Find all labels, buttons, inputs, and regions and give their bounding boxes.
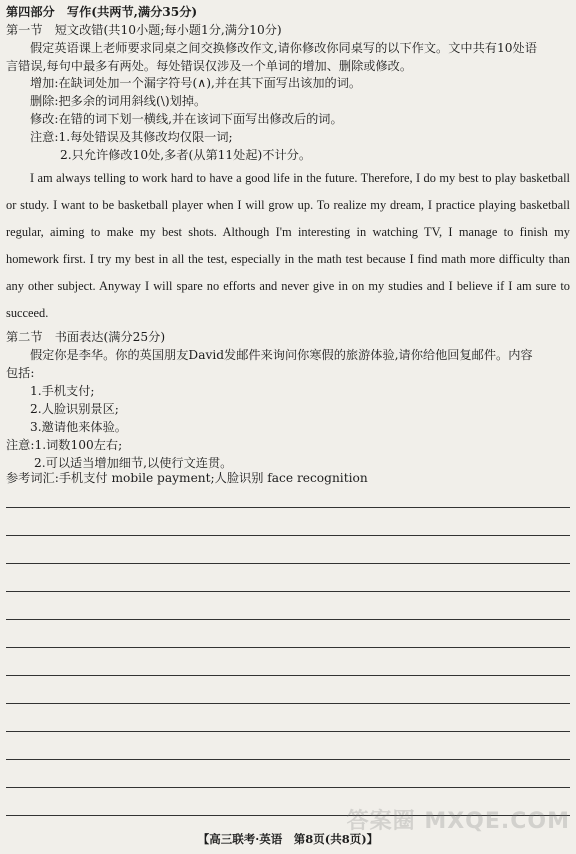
section1-title: 第一节 短文改错(共10小题;每小题1分,满分10分) (6, 23, 282, 37)
section2-title: 第二节 书面表达(满分25分) (6, 330, 166, 344)
essay-text: I am always telling to work hard to have a good life in the future. Therefore, I do my best to play basketball or study. I want to be basketball player when I will grow up. To realize my dream, I practice playing basketball regular, aiming to make my best shots. Although I'm interesting in watching TV, I manage to finish my homework first. I try my best in all the test, especially in the math test because I find math more difficulty than any other subject. Anyway I will spare no efforts and never give in on my studies and I believe if I am sure to succeed. (6, 171, 570, 320)
section1-intro-line1: 假定英语课上老师要求同桌之间交换修改作文,请你修改你同桌写的以下作文。文中共有10处语 (30, 41, 537, 55)
section2-note2: 2.可以适当增加细节,以使行文连贯。 (34, 456, 233, 470)
answer-line (6, 759, 570, 760)
answer-line (6, 507, 570, 508)
section1-note1: 注意:1.每处错误及其修改均仅限一词; (30, 130, 233, 144)
section1-note2: 2.只允许修改10处,多者(从第11处起)不计分。 (60, 148, 312, 162)
section2-note1: 注意:1.词数100左右; (6, 438, 123, 452)
section2-prompt-line2: 包括: (6, 366, 35, 380)
answer-line (6, 675, 570, 676)
answer-line (6, 647, 570, 648)
error-correction-essay (6, 165, 570, 327)
answer-line (6, 563, 570, 564)
answer-line (6, 703, 570, 704)
section2-prompt-line1: 假定你是李华。你的英国朋友David发邮件来询问你寒假的旅游体验,请你给他回复邮件。内容 (30, 348, 533, 362)
content-item-1: 1.手机支付; (30, 384, 95, 398)
content-item-3: 3.邀请他来体验。 (30, 420, 127, 434)
answer-line (6, 619, 570, 620)
page-footer: 【高三联考·英语 第8页(共8页)】 (197, 832, 379, 846)
modify-rule: 修改:在错的词下划一横线,并在该词下面写出修改后的词。 (30, 112, 343, 126)
answer-line (6, 535, 570, 536)
add-rule: 增加:在缺词处加一个漏字符号(∧),并在其下面写出该加的词。 (30, 76, 362, 90)
section1-intro-line2: 言错误,每句中最多有两处。每处错误仅涉及一个单词的增加、删除或修改。 (6, 59, 413, 73)
reference-vocabulary: 参考词汇:手机支付 mobile payment;人脸识别 face recognition (6, 471, 368, 485)
answer-line (6, 787, 570, 788)
content-item-2: 2.人脸识别景区; (30, 402, 119, 416)
answer-line (6, 591, 570, 592)
answer-line (6, 731, 570, 732)
part4-title: 第四部分 写作(共两节,满分35分) (6, 5, 198, 19)
watermark: 答案圈 MXQE.COM (346, 809, 570, 834)
delete-rule: 删除:把多余的词用斜线(\)划掉。 (30, 94, 207, 108)
